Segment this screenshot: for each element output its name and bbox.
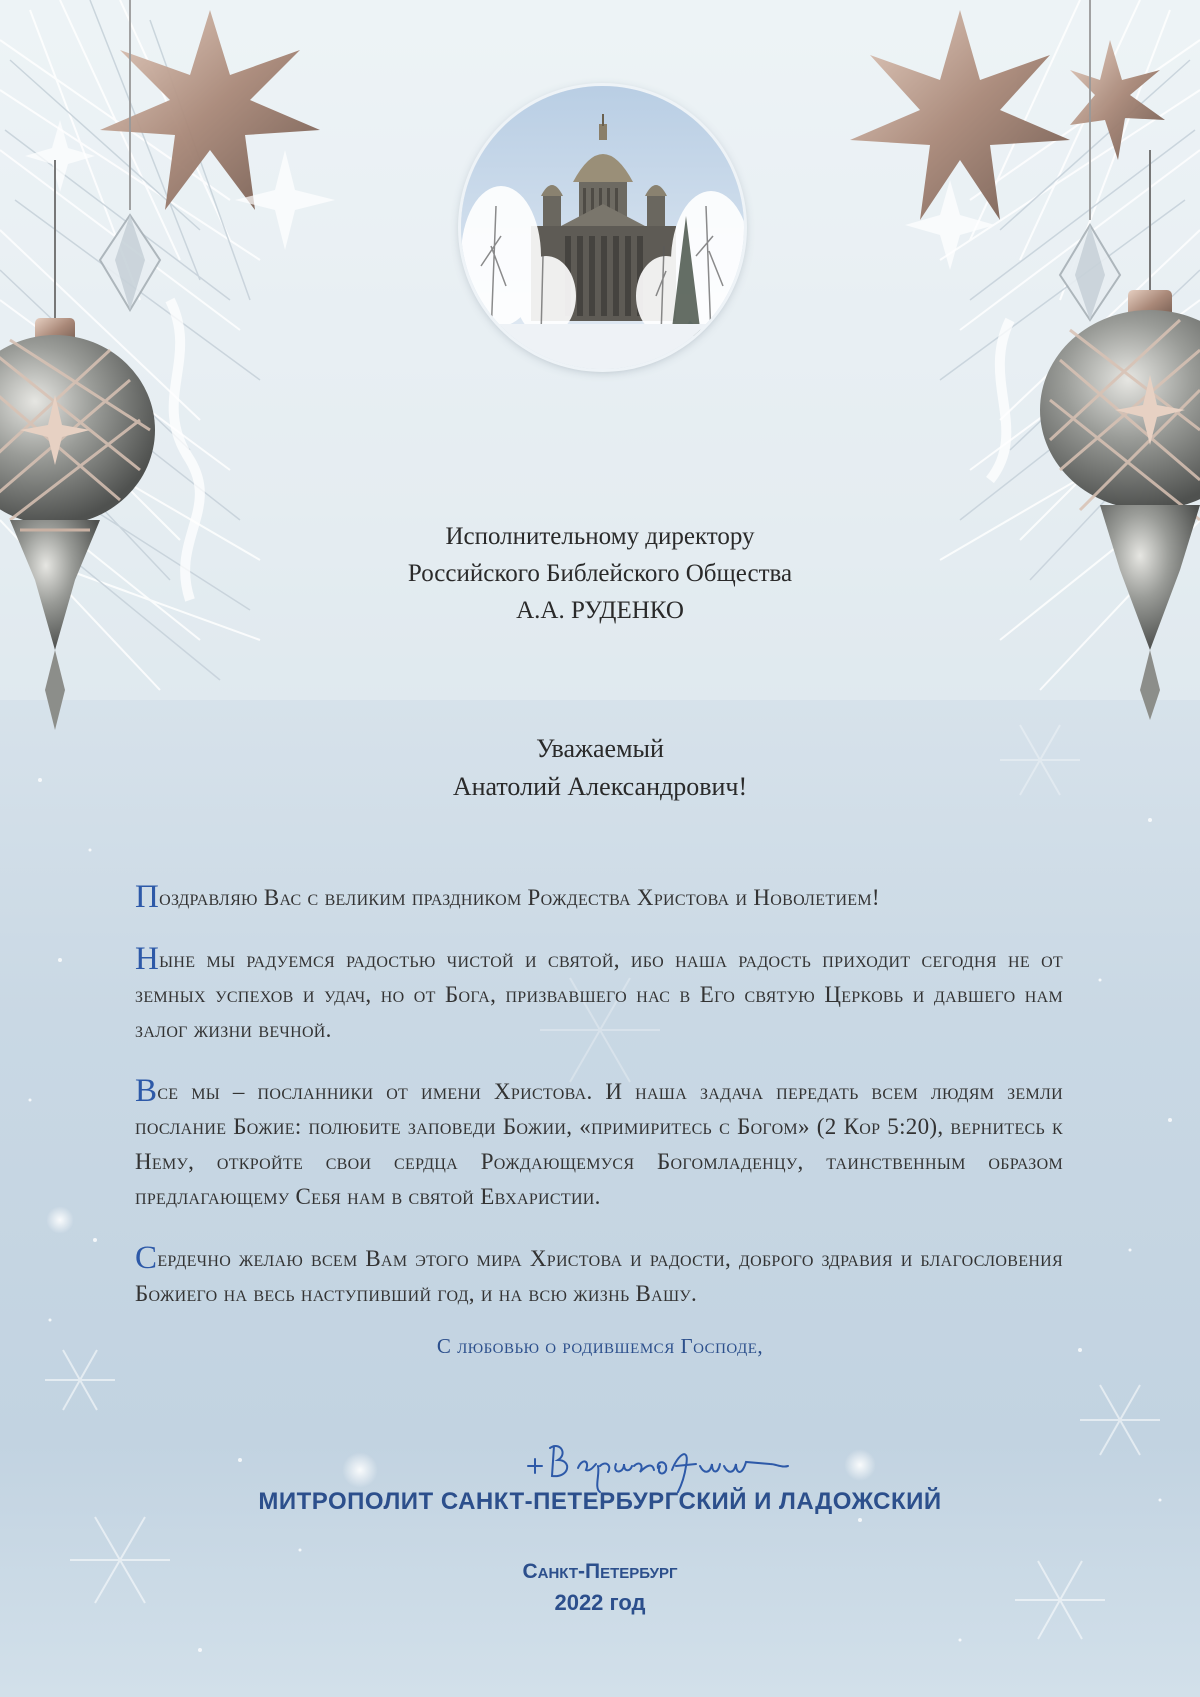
letter-body xyxy=(135,880,1063,1338)
paragraph-text: се мы – посланники от имени Христова. И наша задача передать всем людям земли послание Божие: полюбите заповеди Божии, «примиритесь с Богом» (2 Кор 5:20), вернитесь к Нему, откройте свои сердца Рождающемуся Богомладенцу, таинственным образом предлагающему Себя нам в святой Евхаристии. xyxy=(135,1079,1063,1209)
salutation-line-2: Анатолий Александрович! xyxy=(452,772,748,801)
paragraph xyxy=(135,1074,1063,1214)
paragraph-text: ыне мы радуемся радостью чистой и святой, ибо наша радость приходит сегодня не от земных успехов и удач, но от Бога, призвавшего нас в Его святую Церковь и давшего нам залог жизни вечной. xyxy=(135,947,1063,1042)
paragraph-initial: В xyxy=(135,1073,158,1109)
salutation-line-1: Уважаемый xyxy=(536,734,664,763)
paragraph-text: оздравляю Вас с великим праздником Рождества Христова и Новолетием! xyxy=(159,885,880,910)
recipient-address xyxy=(300,518,900,629)
year: 2022 год xyxy=(554,1590,646,1615)
address-line-1: Исполнительному директору xyxy=(445,523,755,550)
paragraph xyxy=(135,942,1063,1047)
paragraph-initial: Н xyxy=(135,941,160,977)
signatory-title: МИТРОПОЛИТ САНКТ-ПЕТЕРБУРГСКИЙ И ЛАДОЖСКИЙ xyxy=(258,1488,942,1515)
salutation xyxy=(300,730,900,806)
paragraph-text: ердечно желаю всем Вам этого мира Христова и радости, доброго здравия и благословения Божиего на весь наступивший год, и на всю жизнь Вашу. xyxy=(135,1246,1063,1306)
paragraph xyxy=(135,1241,1063,1311)
paragraph-initial: П xyxy=(135,879,160,915)
address-line-2: Российского Библейского Общества xyxy=(407,560,793,587)
paragraph xyxy=(135,880,1063,915)
cathedral-medallion xyxy=(461,86,744,369)
closing-line: С любовью о родившемся Господе, xyxy=(436,1334,764,1358)
city: Санкт-Петербург xyxy=(522,1560,678,1583)
address-line-3: А.А. РУДЕНКО xyxy=(516,597,684,624)
paragraph-initial: С xyxy=(135,1240,158,1276)
handwritten-signature xyxy=(520,1436,840,1496)
